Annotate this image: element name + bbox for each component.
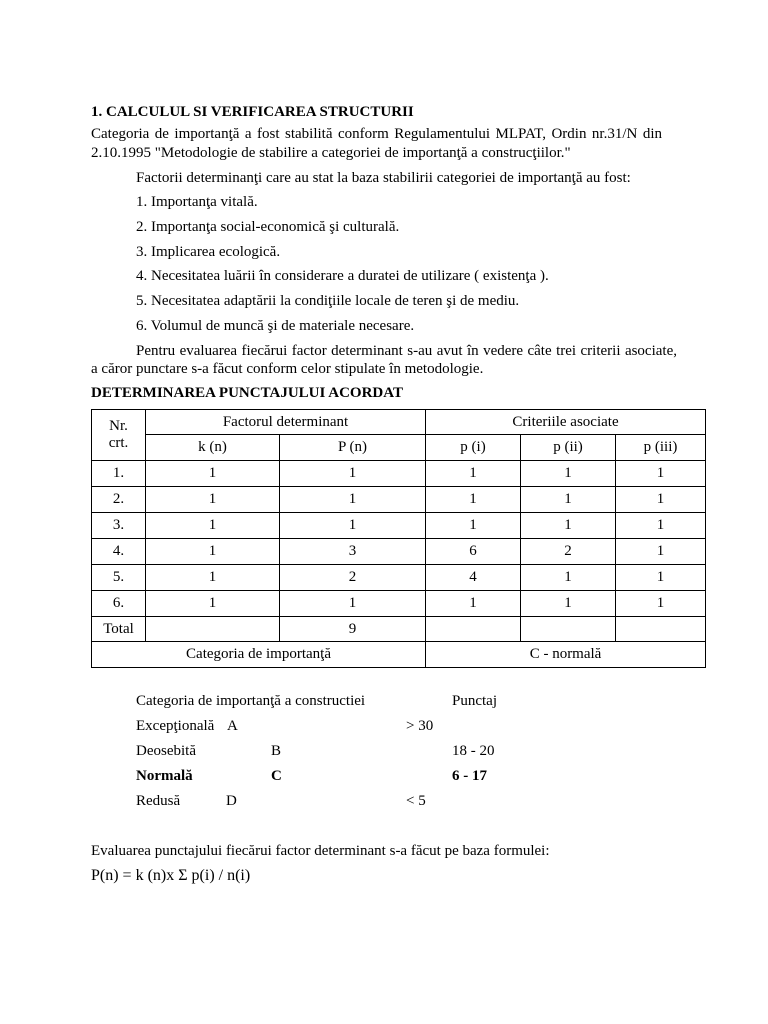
cell-p-i: 1 <box>426 461 521 487</box>
classification-letter: A <box>227 718 238 734</box>
classification-name: Deosebită <box>136 743 196 759</box>
formula: P(n) = k (n)x Σ p(i) / n(i) <box>91 867 251 884</box>
criteria-note-line-1: Pentru evaluarea fiecărui factor determinant s-au avut în vedere câte trei criterii asociate, <box>136 343 677 359</box>
classification-score: > 30 <box>406 718 434 734</box>
total-P-n-value: 9 <box>280 617 426 642</box>
table-row <box>92 461 706 487</box>
classification-score: 6 - 17 <box>452 768 487 784</box>
classification-letter: C <box>271 768 282 784</box>
factor-item: 3. Implicarea ecologică. <box>136 244 281 260</box>
table-subheader-row <box>92 435 706 461</box>
cell-p-ii: 1 <box>521 461 616 487</box>
cell-k-n: 1 <box>146 513 280 539</box>
cell-p-ii: 1 <box>521 513 616 539</box>
cell-nr: 5. <box>92 565 146 591</box>
classification-score: < 5 <box>406 793 426 809</box>
table-row <box>92 565 706 591</box>
cell-p-iii: 1 <box>616 461 706 487</box>
factors-intro: Factorii determinanţi care au stat la baza stabilirii categoriei de importanţă au fost: <box>136 170 631 186</box>
table-category-row <box>92 642 706 668</box>
cell-P-n: 1 <box>280 513 426 539</box>
cell-p-ii: 1 <box>521 487 616 513</box>
cell-p-ii: 2 <box>521 539 616 565</box>
header-k-n: k (n) <box>146 435 280 461</box>
cell-p-iii: 1 <box>616 513 706 539</box>
header-nr-crt <box>92 410 146 461</box>
header-criteria-group: Criteriile asociate <box>426 410 706 435</box>
header-crt: crt. <box>108 435 129 451</box>
header-p-ii: p (ii) <box>521 435 616 461</box>
intro-line-2: 2.10.1995 "Metodologie de stabilire a categoriei de importanţă a construcţiilor." <box>91 145 571 161</box>
total-label: Total <box>92 617 146 642</box>
cell-k-n: 1 <box>146 487 280 513</box>
cell-nr: 6. <box>92 591 146 617</box>
cell-p-ii: 1 <box>521 565 616 591</box>
header-nr: Nr. <box>109 418 128 434</box>
classification-header <box>0 692 768 710</box>
cell-P-n: 1 <box>280 591 426 617</box>
score-table <box>91 409 706 668</box>
table-row <box>92 487 706 513</box>
classification-row <box>0 742 768 760</box>
table-row <box>92 539 706 565</box>
table-row <box>92 591 706 617</box>
classification-row <box>0 717 768 735</box>
cell-p-i: 6 <box>426 539 521 565</box>
cell-p-i: 4 <box>426 565 521 591</box>
intro-line-1: Categoria de importanţă a fost stabilită conform Regulamentului MLPAT, Ordin nr.31/N din <box>91 126 662 142</box>
classification-letter: D <box>226 793 237 809</box>
cell-p-ii: 1 <box>521 591 616 617</box>
total-p-i-cell <box>426 617 521 642</box>
cell-k-n: 1 <box>146 565 280 591</box>
cell-nr: 2. <box>92 487 146 513</box>
cell-nr: 4. <box>92 539 146 565</box>
table-section-title: DETERMINAREA PUNCTAJULUI ACORDAT <box>91 385 403 401</box>
cell-P-n: 1 <box>280 461 426 487</box>
header-factor-group: Factorul determinant <box>146 410 426 435</box>
cell-P-n: 2 <box>280 565 426 591</box>
factor-item: 5. Necesitatea adaptării la condiţiile locale de teren şi de mediu. <box>136 293 520 309</box>
cell-p-i: 1 <box>426 591 521 617</box>
factor-item: 2. Importanţa social-economică şi culturală. <box>136 219 400 235</box>
category-value: C - normală <box>426 642 706 668</box>
section-heading: 1. CALCULUL SI VERIFICAREA STRUCTURII <box>91 104 414 120</box>
factor-item: 1. Importanţa vitală. <box>136 194 258 210</box>
cell-k-n: 1 <box>146 591 280 617</box>
classification-row-selected <box>0 767 768 785</box>
cell-p-iii: 1 <box>616 487 706 513</box>
cell-p-iii: 1 <box>616 591 706 617</box>
cell-nr: 1. <box>92 461 146 487</box>
classification-category-heading: Categoria de importanţă a constructiei <box>136 693 366 709</box>
cell-nr: 3. <box>92 513 146 539</box>
cell-k-n: 1 <box>146 539 280 565</box>
criteria-note-line-2: a căror punctare s-a făcut conform celor stipulate în metodologie. <box>91 361 484 377</box>
header-P-n: P (n) <box>280 435 426 461</box>
classification-score: 18 - 20 <box>452 743 495 759</box>
factor-item: 6. Volumul de muncă şi de materiale necesare. <box>136 318 415 334</box>
total-k-n-cell <box>146 617 280 642</box>
classification-name: Normală <box>136 768 193 784</box>
total-p-iii-cell <box>616 617 706 642</box>
formula-intro: Evaluarea punctajului fiecărui factor determinant s-a făcut pe baza formulei: <box>91 843 550 859</box>
classification-letter: B <box>271 743 282 759</box>
total-p-ii-cell <box>521 617 616 642</box>
cell-P-n: 3 <box>280 539 426 565</box>
factor-item: 4. Necesitatea luării în considerare a duratei de utilizare ( existenţa ). <box>136 268 549 284</box>
cell-k-n: 1 <box>146 461 280 487</box>
table-row <box>92 513 706 539</box>
header-p-iii: p (iii) <box>616 435 706 461</box>
classification-name: Excepţională <box>136 718 215 734</box>
classification-row <box>0 792 768 810</box>
cell-p-i: 1 <box>426 487 521 513</box>
category-label: Categoria de importanţă <box>92 642 426 668</box>
classification-name: Redusă <box>136 793 181 809</box>
cell-p-i: 1 <box>426 513 521 539</box>
cell-p-iii: 1 <box>616 565 706 591</box>
cell-p-iii: 1 <box>616 539 706 565</box>
table-header-row <box>92 410 706 435</box>
header-p-i: p (i) <box>426 435 521 461</box>
classification-score-heading: Punctaj <box>452 693 497 709</box>
table-total-row <box>92 617 706 642</box>
cell-P-n: 1 <box>280 487 426 513</box>
